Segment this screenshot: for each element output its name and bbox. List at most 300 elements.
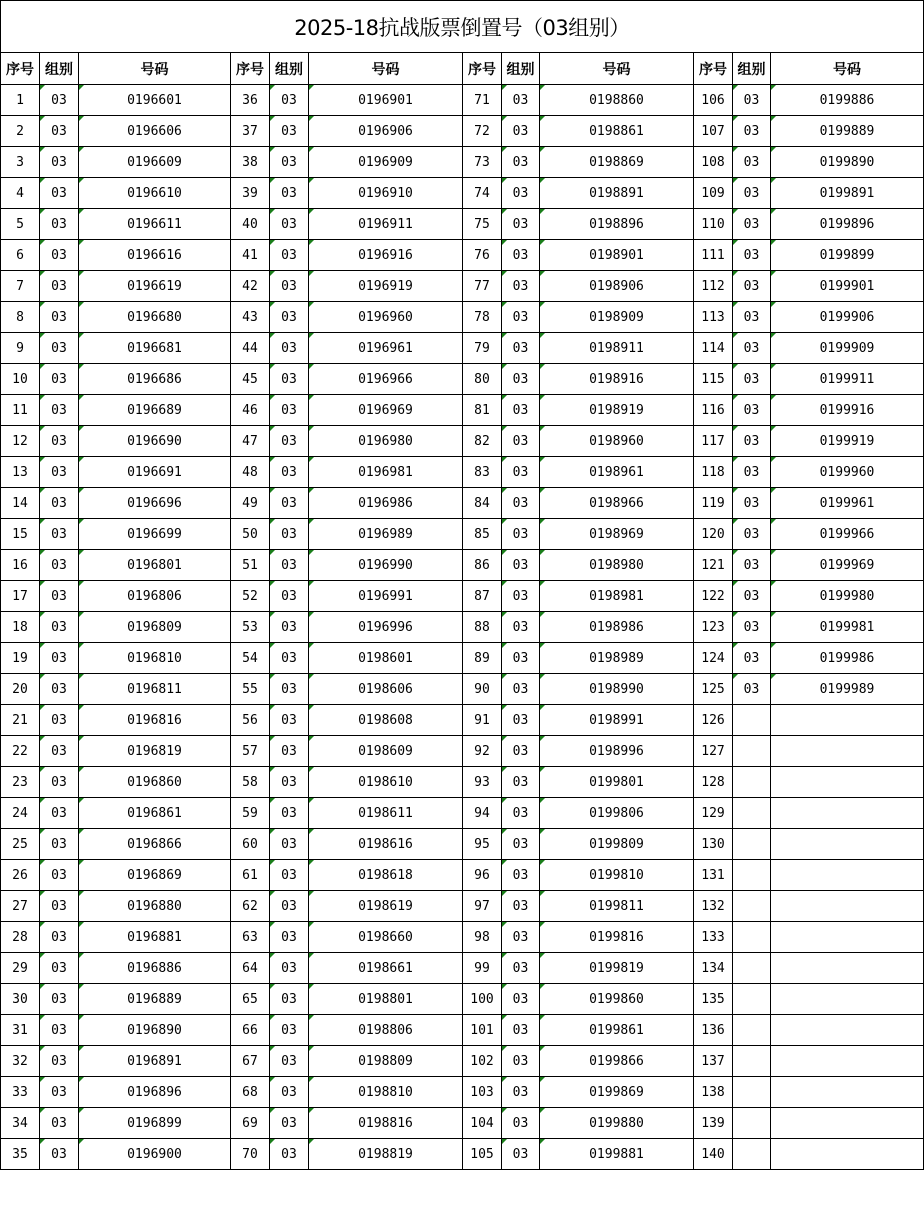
seq-cell[interactable]: 87 [463,581,502,612]
group-cell[interactable]: 03 [270,612,309,643]
number-cell[interactable]: 0198860 [540,85,694,116]
seq-cell[interactable]: 20 [1,674,40,705]
number-cell[interactable] [771,736,924,767]
seq-cell[interactable]: 134 [694,953,733,984]
seq-cell[interactable]: 68 [231,1077,270,1108]
number-cell[interactable]: 0198609 [309,736,463,767]
group-cell[interactable] [733,860,771,891]
seq-cell[interactable]: 94 [463,798,502,829]
group-cell[interactable]: 03 [270,178,309,209]
number-cell[interactable]: 0198616 [309,829,463,860]
number-cell[interactable] [771,984,924,1015]
seq-cell[interactable]: 129 [694,798,733,829]
seq-cell[interactable]: 77 [463,271,502,302]
number-cell[interactable] [771,891,924,922]
group-cell[interactable] [733,1077,771,1108]
seq-cell[interactable]: 10 [1,364,40,395]
group-cell[interactable]: 03 [40,240,79,271]
group-cell[interactable]: 03 [270,271,309,302]
group-cell[interactable]: 03 [40,860,79,891]
number-cell[interactable]: 0199809 [540,829,694,860]
group-cell[interactable]: 03 [270,705,309,736]
group-cell[interactable]: 03 [502,457,540,488]
group-cell[interactable]: 03 [270,333,309,364]
number-cell[interactable]: 0196980 [309,426,463,457]
seq-cell[interactable]: 111 [694,240,733,271]
number-cell[interactable]: 0196801 [79,550,231,581]
seq-cell[interactable]: 71 [463,85,502,116]
group-cell[interactable]: 03 [733,333,771,364]
seq-cell[interactable]: 75 [463,209,502,240]
seq-cell[interactable]: 59 [231,798,270,829]
seq-cell[interactable]: 57 [231,736,270,767]
number-cell[interactable]: 0196816 [79,705,231,736]
number-cell[interactable]: 0196691 [79,457,231,488]
seq-cell[interactable]: 118 [694,457,733,488]
seq-cell[interactable]: 109 [694,178,733,209]
group-cell[interactable]: 03 [502,240,540,271]
number-cell[interactable]: 0196880 [79,891,231,922]
group-cell[interactable]: 03 [502,798,540,829]
number-cell[interactable]: 0198996 [540,736,694,767]
group-cell[interactable]: 03 [733,178,771,209]
number-cell[interactable]: 0199981 [771,612,924,643]
group-cell[interactable] [733,798,771,829]
number-cell[interactable] [771,829,924,860]
group-cell[interactable] [733,767,771,798]
group-cell[interactable]: 03 [270,1077,309,1108]
seq-cell[interactable]: 89 [463,643,502,674]
group-cell[interactable]: 03 [40,612,79,643]
number-cell[interactable]: 0199819 [540,953,694,984]
group-cell[interactable]: 03 [40,147,79,178]
number-cell[interactable]: 0196919 [309,271,463,302]
number-cell[interactable] [771,1015,924,1046]
number-cell[interactable]: 0196680 [79,302,231,333]
number-cell[interactable]: 0199886 [771,85,924,116]
group-cell[interactable]: 03 [270,364,309,395]
number-cell[interactable]: 0196986 [309,488,463,519]
group-cell[interactable]: 03 [40,922,79,953]
number-cell[interactable]: 0196861 [79,798,231,829]
seq-cell[interactable]: 63 [231,922,270,953]
number-cell[interactable]: 0198806 [309,1015,463,1046]
group-cell[interactable]: 03 [733,457,771,488]
seq-cell[interactable]: 90 [463,674,502,705]
group-cell[interactable]: 03 [502,674,540,705]
number-cell[interactable]: 0199801 [540,767,694,798]
number-cell[interactable]: 0196686 [79,364,231,395]
group-cell[interactable]: 03 [40,1046,79,1077]
seq-cell[interactable]: 80 [463,364,502,395]
seq-cell[interactable]: 64 [231,953,270,984]
group-cell[interactable]: 03 [40,85,79,116]
number-cell[interactable]: 0198896 [540,209,694,240]
number-cell[interactable]: 0196906 [309,116,463,147]
group-cell[interactable]: 03 [40,271,79,302]
group-cell[interactable]: 03 [40,364,79,395]
seq-cell[interactable]: 79 [463,333,502,364]
seq-cell[interactable]: 126 [694,705,733,736]
number-cell[interactable]: 0198608 [309,705,463,736]
number-cell[interactable]: 0199969 [771,550,924,581]
seq-cell[interactable]: 136 [694,1015,733,1046]
group-cell[interactable] [733,953,771,984]
group-cell[interactable]: 03 [502,705,540,736]
group-cell[interactable]: 03 [40,1015,79,1046]
seq-cell[interactable]: 137 [694,1046,733,1077]
number-cell[interactable]: 0198810 [309,1077,463,1108]
seq-cell[interactable]: 91 [463,705,502,736]
group-cell[interactable]: 03 [270,550,309,581]
group-cell[interactable]: 03 [733,550,771,581]
group-cell[interactable]: 03 [40,333,79,364]
group-cell[interactable]: 03 [40,829,79,860]
seq-cell[interactable]: 38 [231,147,270,178]
seq-cell[interactable]: 135 [694,984,733,1015]
seq-cell[interactable]: 132 [694,891,733,922]
group-cell[interactable]: 03 [270,1046,309,1077]
group-cell[interactable]: 03 [270,240,309,271]
group-cell[interactable]: 03 [502,891,540,922]
group-cell[interactable]: 03 [270,984,309,1015]
group-cell[interactable]: 03 [502,271,540,302]
group-cell[interactable]: 03 [270,798,309,829]
group-cell[interactable]: 03 [502,1108,540,1139]
group-cell[interactable]: 03 [733,364,771,395]
number-cell[interactable]: 0199811 [540,891,694,922]
number-cell[interactable]: 0199881 [540,1139,694,1170]
number-cell[interactable]: 0198911 [540,333,694,364]
seq-cell[interactable]: 92 [463,736,502,767]
seq-cell[interactable]: 104 [463,1108,502,1139]
seq-cell[interactable]: 72 [463,116,502,147]
group-cell[interactable]: 03 [270,302,309,333]
group-cell[interactable]: 03 [40,581,79,612]
seq-cell[interactable]: 106 [694,85,733,116]
group-cell[interactable]: 03 [40,457,79,488]
seq-cell[interactable]: 18 [1,612,40,643]
seq-cell[interactable]: 62 [231,891,270,922]
group-cell[interactable]: 03 [40,116,79,147]
number-cell[interactable]: 0198990 [540,674,694,705]
number-cell[interactable]: 0196916 [309,240,463,271]
number-cell[interactable]: 0199880 [540,1108,694,1139]
group-cell[interactable]: 03 [502,85,540,116]
seq-cell[interactable]: 93 [463,767,502,798]
seq-cell[interactable]: 41 [231,240,270,271]
number-cell[interactable]: 0196609 [79,147,231,178]
number-cell[interactable]: 0196689 [79,395,231,426]
group-cell[interactable]: 03 [270,488,309,519]
header-number[interactable]: 号码 [540,53,694,85]
group-cell[interactable] [733,922,771,953]
seq-cell[interactable]: 29 [1,953,40,984]
seq-cell[interactable]: 124 [694,643,733,674]
group-cell[interactable]: 03 [270,643,309,674]
number-cell[interactable] [771,705,924,736]
group-cell[interactable]: 03 [270,829,309,860]
seq-cell[interactable]: 138 [694,1077,733,1108]
group-cell[interactable]: 03 [40,519,79,550]
group-cell[interactable]: 03 [40,798,79,829]
seq-cell[interactable]: 125 [694,674,733,705]
seq-cell[interactable]: 15 [1,519,40,550]
group-cell[interactable]: 03 [502,1139,540,1170]
number-cell[interactable]: 0196810 [79,643,231,674]
number-cell[interactable]: 0198981 [540,581,694,612]
seq-cell[interactable]: 42 [231,271,270,302]
number-cell[interactable]: 0199906 [771,302,924,333]
seq-cell[interactable]: 31 [1,1015,40,1046]
seq-cell[interactable]: 76 [463,240,502,271]
seq-cell[interactable]: 67 [231,1046,270,1077]
group-cell[interactable]: 03 [733,147,771,178]
seq-cell[interactable]: 50 [231,519,270,550]
number-cell[interactable] [771,767,924,798]
header-group[interactable]: 组别 [502,53,540,85]
seq-cell[interactable]: 120 [694,519,733,550]
number-cell[interactable]: 0198909 [540,302,694,333]
number-cell[interactable]: 0199986 [771,643,924,674]
seq-cell[interactable]: 44 [231,333,270,364]
group-cell[interactable]: 03 [502,488,540,519]
number-cell[interactable]: 0196896 [79,1077,231,1108]
seq-cell[interactable]: 47 [231,426,270,457]
seq-cell[interactable]: 88 [463,612,502,643]
group-cell[interactable]: 03 [733,426,771,457]
number-cell[interactable]: 0196681 [79,333,231,364]
number-cell[interactable] [771,953,924,984]
seq-cell[interactable]: 139 [694,1108,733,1139]
seq-cell[interactable]: 131 [694,860,733,891]
group-cell[interactable]: 03 [502,116,540,147]
group-cell[interactable]: 03 [40,736,79,767]
seq-cell[interactable]: 128 [694,767,733,798]
seq-cell[interactable]: 121 [694,550,733,581]
group-cell[interactable]: 03 [733,209,771,240]
number-cell[interactable]: 0198816 [309,1108,463,1139]
seq-cell[interactable]: 37 [231,116,270,147]
seq-cell[interactable]: 86 [463,550,502,581]
group-cell[interactable]: 03 [502,736,540,767]
group-cell[interactable]: 03 [733,271,771,302]
number-cell[interactable]: 0198861 [540,116,694,147]
group-cell[interactable]: 03 [502,612,540,643]
group-cell[interactable]: 03 [270,767,309,798]
number-cell[interactable]: 0199810 [540,860,694,891]
seq-cell[interactable]: 33 [1,1077,40,1108]
seq-cell[interactable]: 115 [694,364,733,395]
group-cell[interactable]: 03 [502,922,540,953]
number-cell[interactable]: 0198606 [309,674,463,705]
number-cell[interactable]: 0196891 [79,1046,231,1077]
seq-cell[interactable]: 35 [1,1139,40,1170]
seq-cell[interactable]: 83 [463,457,502,488]
group-cell[interactable]: 03 [40,209,79,240]
number-cell[interactable]: 0196881 [79,922,231,953]
seq-cell[interactable]: 85 [463,519,502,550]
seq-cell[interactable]: 26 [1,860,40,891]
number-cell[interactable]: 0198801 [309,984,463,1015]
number-cell[interactable]: 0196989 [309,519,463,550]
seq-cell[interactable]: 9 [1,333,40,364]
group-cell[interactable]: 03 [502,519,540,550]
group-cell[interactable] [733,705,771,736]
number-cell[interactable]: 0196811 [79,674,231,705]
number-cell[interactable]: 0196619 [79,271,231,302]
number-cell[interactable] [771,1077,924,1108]
header-number[interactable]: 号码 [309,53,463,85]
number-cell[interactable]: 0196699 [79,519,231,550]
seq-cell[interactable]: 43 [231,302,270,333]
seq-cell[interactable]: 2 [1,116,40,147]
number-cell[interactable]: 0196900 [79,1139,231,1170]
seq-cell[interactable]: 7 [1,271,40,302]
group-cell[interactable]: 03 [502,1015,540,1046]
seq-cell[interactable]: 66 [231,1015,270,1046]
seq-cell[interactable]: 119 [694,488,733,519]
number-cell[interactable]: 0196806 [79,581,231,612]
seq-cell[interactable]: 127 [694,736,733,767]
number-cell[interactable]: 0198966 [540,488,694,519]
number-cell[interactable]: 0199989 [771,674,924,705]
number-cell[interactable]: 0199899 [771,240,924,271]
group-cell[interactable] [733,1046,771,1077]
group-cell[interactable]: 03 [40,891,79,922]
seq-cell[interactable]: 1 [1,85,40,116]
seq-cell[interactable]: 28 [1,922,40,953]
number-cell[interactable]: 0196809 [79,612,231,643]
seq-cell[interactable]: 82 [463,426,502,457]
group-cell[interactable]: 03 [502,1077,540,1108]
number-cell[interactable]: 0196886 [79,953,231,984]
group-cell[interactable]: 03 [733,85,771,116]
number-cell[interactable]: 0196616 [79,240,231,271]
number-cell[interactable] [771,1139,924,1170]
number-cell[interactable]: 0198986 [540,612,694,643]
group-cell[interactable]: 03 [270,85,309,116]
number-cell[interactable]: 0196901 [309,85,463,116]
header-group[interactable]: 组别 [40,53,79,85]
number-cell[interactable]: 0199806 [540,798,694,829]
number-cell[interactable]: 0196966 [309,364,463,395]
number-cell[interactable]: 0199869 [540,1077,694,1108]
number-cell[interactable]: 0196601 [79,85,231,116]
seq-cell[interactable]: 107 [694,116,733,147]
number-cell[interactable]: 0196690 [79,426,231,457]
number-cell[interactable]: 0199896 [771,209,924,240]
number-cell[interactable]: 0199911 [771,364,924,395]
seq-cell[interactable]: 13 [1,457,40,488]
seq-cell[interactable]: 48 [231,457,270,488]
number-cell[interactable]: 0199980 [771,581,924,612]
group-cell[interactable]: 03 [40,1139,79,1170]
group-cell[interactable]: 03 [502,302,540,333]
header-seq[interactable]: 序号 [694,53,733,85]
group-cell[interactable]: 03 [40,550,79,581]
number-cell[interactable]: 0198989 [540,643,694,674]
group-cell[interactable]: 03 [270,457,309,488]
seq-cell[interactable]: 98 [463,922,502,953]
seq-cell[interactable]: 46 [231,395,270,426]
number-cell[interactable]: 0196996 [309,612,463,643]
seq-cell[interactable]: 23 [1,767,40,798]
seq-cell[interactable]: 32 [1,1046,40,1077]
group-cell[interactable]: 03 [502,643,540,674]
number-cell[interactable]: 0198809 [309,1046,463,1077]
number-cell[interactable]: 0199816 [540,922,694,953]
seq-cell[interactable]: 97 [463,891,502,922]
number-cell[interactable]: 0198906 [540,271,694,302]
number-cell[interactable]: 0196866 [79,829,231,860]
number-cell[interactable]: 0196899 [79,1108,231,1139]
seq-cell[interactable]: 6 [1,240,40,271]
seq-cell[interactable]: 81 [463,395,502,426]
group-cell[interactable]: 03 [502,767,540,798]
group-cell[interactable]: 03 [733,395,771,426]
header-group[interactable]: 组别 [733,53,771,85]
number-cell[interactable]: 0196889 [79,984,231,1015]
number-cell[interactable]: 0198601 [309,643,463,674]
seq-cell[interactable]: 51 [231,550,270,581]
seq-cell[interactable]: 49 [231,488,270,519]
number-cell[interactable]: 0196961 [309,333,463,364]
group-cell[interactable]: 03 [733,116,771,147]
group-cell[interactable]: 03 [502,550,540,581]
seq-cell[interactable]: 133 [694,922,733,953]
number-cell[interactable]: 0198960 [540,426,694,457]
group-cell[interactable]: 03 [40,643,79,674]
number-cell[interactable]: 0199909 [771,333,924,364]
seq-cell[interactable]: 105 [463,1139,502,1170]
seq-cell[interactable]: 112 [694,271,733,302]
seq-cell[interactable]: 130 [694,829,733,860]
group-cell[interactable]: 03 [40,488,79,519]
seq-cell[interactable]: 95 [463,829,502,860]
group-cell[interactable]: 03 [733,643,771,674]
seq-cell[interactable]: 11 [1,395,40,426]
group-cell[interactable]: 03 [270,147,309,178]
seq-cell[interactable]: 56 [231,705,270,736]
group-cell[interactable] [733,829,771,860]
group-cell[interactable]: 03 [733,488,771,519]
group-cell[interactable]: 03 [270,953,309,984]
seq-cell[interactable]: 108 [694,147,733,178]
group-cell[interactable]: 03 [40,178,79,209]
seq-cell[interactable]: 100 [463,984,502,1015]
seq-cell[interactable]: 96 [463,860,502,891]
seq-cell[interactable]: 21 [1,705,40,736]
number-cell[interactable]: 0196890 [79,1015,231,1046]
seq-cell[interactable]: 25 [1,829,40,860]
group-cell[interactable]: 03 [502,364,540,395]
group-cell[interactable]: 03 [40,674,79,705]
group-cell[interactable]: 03 [502,178,540,209]
number-cell[interactable] [771,1046,924,1077]
number-cell[interactable]: 0198916 [540,364,694,395]
seq-cell[interactable]: 110 [694,209,733,240]
number-cell[interactable]: 0196960 [309,302,463,333]
number-cell[interactable] [771,922,924,953]
number-cell[interactable]: 0199891 [771,178,924,209]
group-cell[interactable]: 03 [270,922,309,953]
group-cell[interactable]: 03 [40,953,79,984]
group-cell[interactable]: 03 [502,860,540,891]
group-cell[interactable]: 03 [502,829,540,860]
seq-cell[interactable]: 116 [694,395,733,426]
group-cell[interactable]: 03 [502,1046,540,1077]
